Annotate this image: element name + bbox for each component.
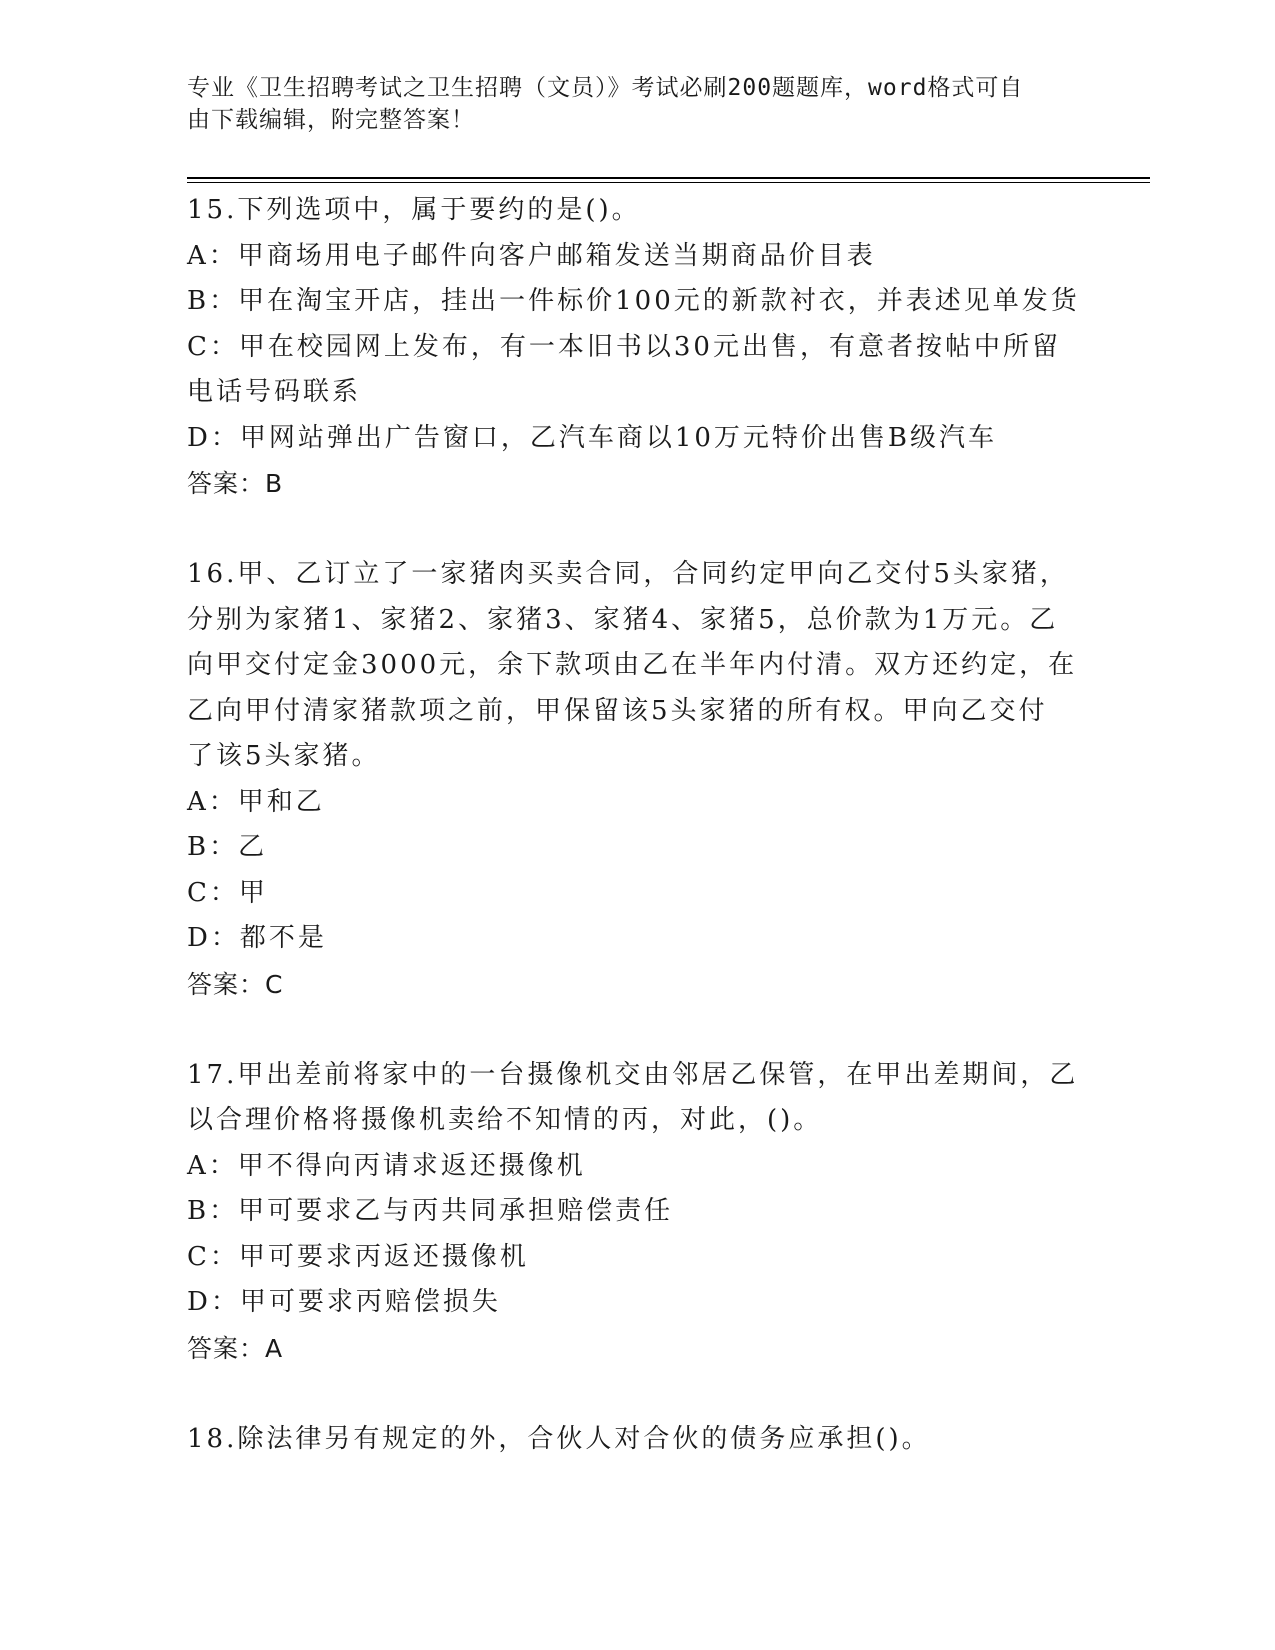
question-stem: 乙向甲付清家猪款项之前，甲保留该5头家猪的所有权。甲向乙交付 xyxy=(187,695,1048,726)
option-c: C：甲可要求丙返还摄像机 xyxy=(187,1241,529,1272)
question-stem: 17.甲出差前将家中的一台摄像机交由邻居乙保管，在甲出差期间，乙 xyxy=(187,1059,1079,1090)
answer-label: 答案：A xyxy=(187,1333,284,1363)
question-stem: 向甲交付定金3000元，余下款项由乙在半年内付清。双方还约定，在 xyxy=(187,650,1078,680)
option-a: A：甲商场用电子邮件向客户邮箱发送当期商品价目表 xyxy=(187,240,876,271)
option-b: B：乙 xyxy=(187,832,268,862)
option-c-continued: 电话号码联系 xyxy=(187,377,362,407)
option-d: D：甲网站弹出广告窗口，乙汽车商以10万元特价出售B级汽车 xyxy=(187,422,998,453)
question-spacer xyxy=(187,1371,1087,1417)
header-divider-thin xyxy=(187,182,1150,183)
question-stem: 15.下列选项中，属于要约的是()。 xyxy=(187,195,641,225)
question-spacer xyxy=(187,1007,1087,1053)
question-stem: 了该5头家猪。 xyxy=(187,741,381,771)
question-stem: 以合理价格将摄像机卖给不知情的丙，对此，()。 xyxy=(187,1105,823,1135)
option-a: A：甲不得向丙请求返还摄像机 xyxy=(187,1150,586,1181)
question-list xyxy=(187,188,1087,1462)
question-16 xyxy=(187,552,1087,1007)
question-stem: 16.甲、乙订立了一家猪肉买卖合同，合同约定甲向乙交付5头家猪， xyxy=(187,559,1069,589)
option-b: B：甲在淘宝开店，挂出一件标价100元的新款衬衣，并表述见单发货 xyxy=(187,286,1080,316)
option-c: C：甲在校园网上发布，有一本旧书以30元出售，有意者按帖中所留 xyxy=(187,331,1061,362)
option-b: B：甲可要求乙与丙共同承担赔偿责任 xyxy=(187,1196,674,1226)
question-stem: 18.除法律另有规定的外，合伙人对合伙的债务应承担()。 xyxy=(187,1423,931,1454)
question-15 xyxy=(187,188,1087,507)
question-17 xyxy=(187,1053,1087,1372)
answer-label: 答案：B xyxy=(187,469,284,498)
question-18 xyxy=(187,1417,1087,1463)
header-line: 专业《卫生招聘考试之卫生招聘（文员）》考试必刷200题题库，word格式可自 xyxy=(187,75,1024,101)
answer-label: 答案：C xyxy=(187,969,284,999)
document-header xyxy=(187,72,1067,136)
option-d: D：甲可要求丙赔偿损失 xyxy=(187,1287,501,1317)
header-line: 由下载编辑，附完整答案！ xyxy=(187,107,475,133)
option-d: D：都不是 xyxy=(187,923,327,953)
option-a: A：甲和乙 xyxy=(187,786,325,817)
header-divider-thick xyxy=(187,177,1150,179)
question-spacer xyxy=(187,507,1087,553)
question-stem: 分别为家猪1、家猪2、家猪3、家猪4、家猪5，总价款为1万元。乙 xyxy=(187,604,1059,635)
option-c: C：甲 xyxy=(187,877,268,908)
